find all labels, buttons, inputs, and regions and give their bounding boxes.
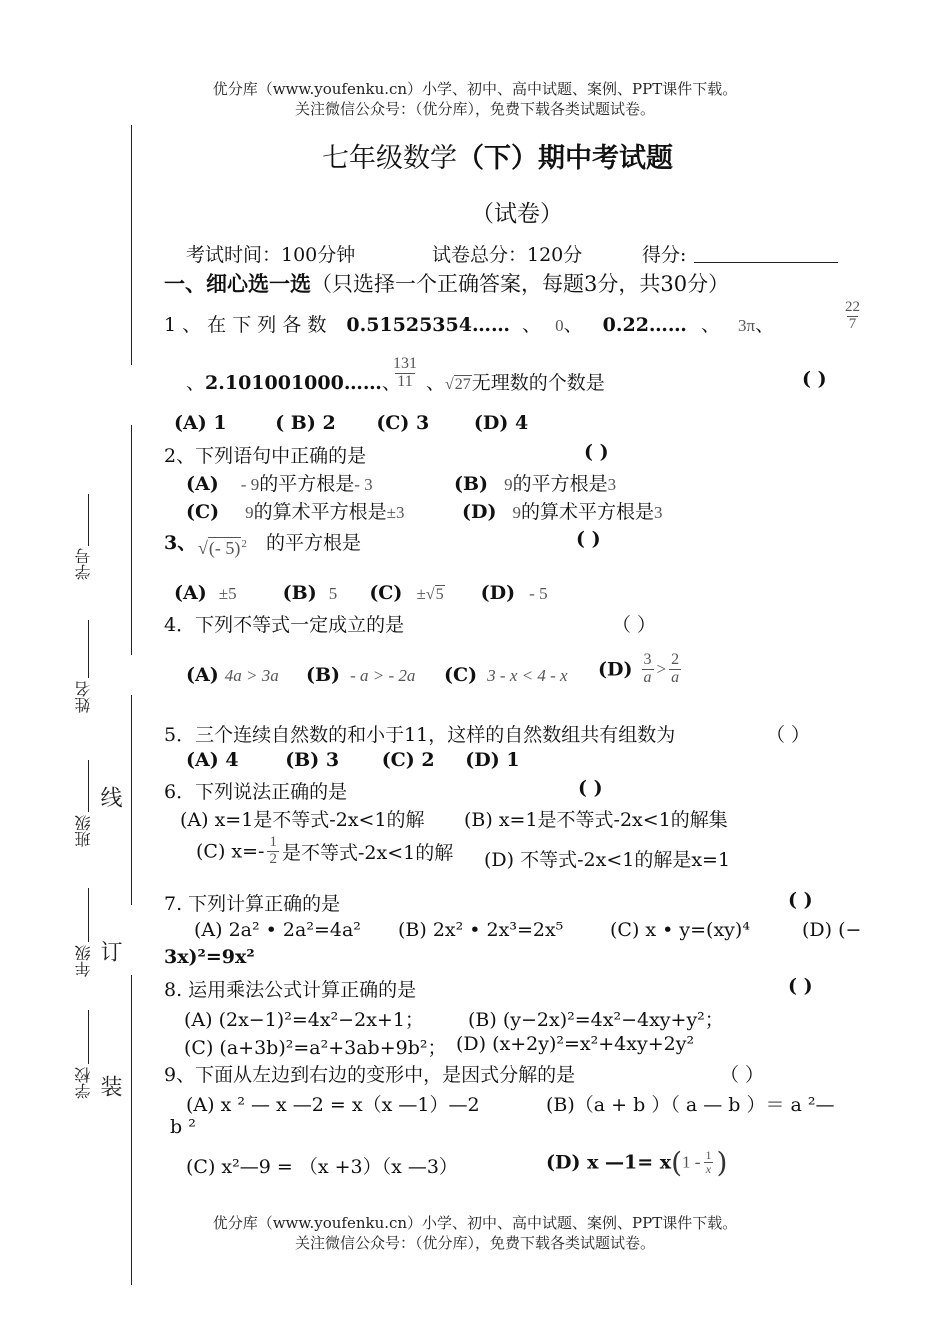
margin-line-mid-1 (131, 425, 132, 655)
q8-answer-paren[interactable]: ( ) (788, 975, 813, 997)
q6-option-b[interactable]: (B) x=1是不等式-2x<1的解集 (464, 809, 728, 831)
q2-b-expr: 9 (504, 475, 513, 494)
q1-option-b[interactable]: ( B) 2 (275, 412, 336, 434)
field-student-id-label: 学号 (74, 548, 93, 580)
field-class-blank[interactable] (88, 760, 89, 812)
q8-option-b[interactable]: (B) (y−2x)²=4x²−4xy+y²； (468, 1009, 724, 1031)
q9-option-b[interactable]: (B)（a + b ）（ a — b ）＝ a ²— (546, 1094, 835, 1116)
q1-line-2-b (426, 368, 605, 395)
q2-a-expr: - 9 (240, 475, 260, 494)
field-grade-label: 年级 (74, 945, 93, 977)
q9-d-frac-den: x (705, 1162, 712, 1176)
section-1-header (164, 268, 729, 298)
q7-option-b[interactable]: (B) 2x² • 2x³=2x⁵ (398, 919, 564, 941)
q4-d-frac-2-num: 2 (671, 651, 680, 668)
q3-options (174, 582, 548, 604)
q4-a-expr: 4a > 3a (224, 666, 279, 685)
q2-d-label: (D) (462, 501, 497, 523)
q3-option-b[interactable] (283, 582, 338, 604)
q4-d-op: > (656, 659, 667, 679)
q4-b-expr: - a > - 2a (350, 666, 416, 685)
q1-frac-2-num: 131 (393, 355, 417, 372)
q2-b-label: (B) (454, 473, 489, 495)
q1-sqrt: √27 (445, 376, 471, 393)
q3-option-d[interactable] (481, 582, 548, 604)
q4-option-b[interactable] (306, 664, 415, 686)
field-name-blank[interactable] (88, 620, 89, 678)
field-class-label: 班级 (74, 815, 93, 847)
q4-a-label: (A) (186, 664, 219, 686)
field-school-label: 学校 (74, 1067, 93, 1099)
q8-option-a[interactable]: (A) (2x−1)²=4x²−2x+1； (184, 1009, 424, 1031)
title-normal: 七年级数学 (322, 143, 457, 174)
q9-option-a[interactable]: (A) x ² — x —2 = x（x —1）—2 (186, 1094, 480, 1116)
q2-b-val: 3 (607, 475, 617, 494)
section-1-note: （只选择一个正确答案，每题3分，共30分） (311, 272, 730, 296)
q1-option-c[interactable]: (C) 3 (376, 412, 430, 434)
q1-tail: 无理数的个数是 (471, 372, 605, 394)
q1-num-3: 0.22…… (602, 314, 687, 336)
q5-options (186, 749, 520, 771)
q4-c-label: (C) (444, 664, 478, 686)
q7-option-d-cont: 3x)²=9x² (164, 946, 255, 968)
q1-sep: 、 (426, 372, 446, 394)
q2-a-label: (A) (186, 473, 219, 495)
q3-b-label: (B) (282, 582, 317, 604)
q9-stem: 9、下面从左边到右边的变形中，是因式分解的是 (164, 1064, 576, 1086)
q1-line-1 (164, 310, 774, 337)
q3-exponent: 2 (241, 538, 247, 550)
q4-d-frac-1-den: a (643, 668, 652, 686)
q3-b-val: 5 (328, 584, 338, 603)
q3-number: 3、 (164, 532, 197, 554)
score-label: 得分: (642, 244, 687, 266)
binding-char-staple: 订 (97, 940, 122, 962)
q1-line-2-lead: 、 (186, 372, 206, 394)
q1-fraction-2 (388, 356, 422, 391)
q2-d-text: 的算术平方根是 (521, 501, 655, 523)
q1-fraction-1 (840, 300, 865, 333)
q1-sep: 、 (522, 314, 542, 336)
q1-lead: 1 、 在 下 列 各 数 (164, 314, 327, 336)
q5-option-c[interactable]: (C) 2 (381, 749, 435, 771)
q3-a-val: ±5 (218, 584, 237, 603)
q1-answer-paren[interactable]: ( ) (802, 368, 827, 390)
q6-option-a[interactable]: (A) x=1是不等式-2x<1的解 (180, 809, 425, 831)
field-name-label: 姓名 (74, 681, 93, 713)
q3-c-radicand: 5 (435, 586, 444, 603)
q9-d-pre: (D) x —1= x (546, 1151, 672, 1174)
q2-d-val: 3 (654, 503, 663, 522)
q1-option-d[interactable]: (D) 4 (473, 412, 529, 434)
q7-stem: 7. 下列计算正确的是 (164, 893, 341, 915)
exam-total-score: 试卷总分：120分 (432, 244, 583, 266)
q4-answer-paren[interactable]: （ ） (612, 614, 657, 636)
q2-c-val: ±3 (386, 503, 405, 522)
q1-sqrt-radicand: 27 (454, 376, 471, 393)
q5-option-a[interactable]: (A) 4 (186, 749, 239, 771)
q6-stem: 6．下列说法正确的是 (164, 781, 348, 803)
q2-stem: 2、下列语句中正确的是 (164, 445, 367, 467)
q2-d-expr: 9 (512, 503, 522, 522)
q1-frac-1-den: 7 (848, 315, 857, 332)
field-grade-blank[interactable] (88, 888, 89, 942)
q2-b-text: 的平方根是 (512, 473, 608, 495)
q2-option-b[interactable] (454, 469, 616, 496)
q6-c-frac-num: 1 (269, 834, 277, 850)
q2-option-a[interactable] (186, 469, 373, 496)
q4-option-c[interactable] (444, 664, 568, 686)
header-line-2: 关注微信公众号：（优分库），免费下载各类试题试卷。 (294, 100, 655, 118)
q6-option-d[interactable]: (D) 不等式-2x<1的解是x=1 (484, 849, 731, 871)
q6-answer-paren[interactable]: ( ) (578, 777, 603, 799)
q3-sqrt: √(- 5)$^2$ (198, 538, 247, 558)
field-school-blank[interactable] (88, 1010, 89, 1064)
q7-answer-paren[interactable]: ( ) (788, 889, 813, 911)
q3-c-label: (C) (369, 582, 403, 604)
q5-stem: 5．三个连续自然数的和小于11，这样的自然数组共有组数为 (164, 724, 676, 746)
q9-answer-paren[interactable]: （ ） (720, 1064, 765, 1086)
q9-option-d[interactable]: (D) x —1= x(1 - $\frac{1}{x}$ ) (546, 1146, 728, 1179)
q5-option-b[interactable]: (B) 3 (285, 749, 340, 771)
q3-answer-paren[interactable]: ( ) (576, 528, 601, 550)
q9-d-one: 1 - (682, 1152, 701, 1172)
q1-options (174, 412, 528, 434)
q6-option-c[interactable] (196, 835, 453, 868)
q8-option-d[interactable]: (D) (x+2y)²=x²+4xy+2y² (456, 1033, 695, 1055)
q9-d-frac-num: 1 (705, 1148, 712, 1163)
q3-c-val: ± (416, 584, 426, 603)
q4-b-label: (B) (306, 664, 341, 686)
q2-option-d[interactable] (462, 497, 663, 524)
footer-line-2: 关注微信公众号：（优分库），免费下载各类试题试卷。 (294, 1234, 655, 1252)
q4-d-label: (D) (598, 658, 633, 681)
q1-num-2: 0 (555, 316, 564, 335)
subtitle: （试卷） (471, 201, 563, 227)
q1-sep: 、 (381, 372, 401, 394)
q2-a-val: - 3 (354, 475, 373, 494)
q9-option-c[interactable]: (C) x²—9 = （x +3）（x —3） (186, 1156, 458, 1178)
q9-option-b-cont: b ² (170, 1116, 196, 1138)
q3-option-a[interactable] (174, 582, 237, 604)
q1-num-1: 0.51525354…… (346, 314, 510, 336)
q6-c-pre: (C) x=- (196, 840, 265, 863)
q8-option-c[interactable]: (C) (a+3b)²=a²+3ab+9b²； (184, 1037, 447, 1059)
q7-option-c[interactable]: (C) x • y=(xy)⁴ (610, 919, 750, 941)
field-student-id-blank[interactable] (88, 494, 89, 546)
header-line-1: 优分库（www.youfenku.cn）小学、初中、高中试题、案例、PPT课件下载。 (212, 80, 738, 98)
q7-option-d[interactable]: (D) (− (802, 919, 862, 941)
q7-option-a[interactable]: (A) 2a² • 2a²=4a² (194, 919, 361, 941)
q4-option-a[interactable] (186, 664, 279, 686)
q2-c-label: (C) (186, 501, 220, 523)
q1-sep: 、 (700, 314, 720, 336)
q6-c-frac-den: 2 (269, 850, 277, 867)
q1-sep: 、 (755, 314, 775, 336)
q3-option-c[interactable]: (C) ±√5 (369, 582, 444, 604)
q3-d-val: - 5 (529, 584, 548, 603)
binding-char-pack: 装 (97, 1075, 122, 1097)
q3-a-label: (A) (174, 582, 207, 604)
q3-radicand: (- 5) (208, 538, 241, 558)
q4-d-frac-1-num: 3 (643, 651, 652, 668)
q1-num-4: 3π (738, 316, 756, 335)
q8-stem: 8. 运用乘法公式计算正确的是 (164, 979, 417, 1001)
margin-line-mid-2 (131, 695, 132, 905)
q2-option-c[interactable] (186, 497, 405, 524)
score-blank[interactable] (694, 262, 838, 263)
page-title (322, 136, 673, 175)
q1-line-2 (186, 368, 401, 395)
q5-option-d[interactable]: (D) 1 (465, 749, 520, 771)
exam-time: 考试时间：100分钟 (186, 244, 356, 266)
q1-num-5: 2.101001000…… (205, 372, 382, 394)
footer-line-1: 优分库（www.youfenku.cn）小学、初中、高中试题、案例、PPT课件下载。 (212, 1214, 738, 1232)
q4-c-expr: 3 - x < 4 - x (487, 666, 568, 685)
q1-sep: 、 (563, 314, 583, 336)
q1-frac-2-den: 11 (397, 372, 413, 390)
q4-option-d[interactable] (598, 652, 684, 687)
q3-text: 的平方根是 (266, 532, 362, 554)
q2-c-text: 的算术平方根是 (253, 501, 387, 523)
q2-a-text: 的平方根是 (259, 473, 355, 495)
title-bold: （下）期中考试题 (457, 143, 673, 174)
q6-c-post: 是不等式-2x<1的解 (281, 841, 454, 864)
q4-stem: 4．下列不等式一定成立的是 (164, 614, 405, 636)
q5-answer-paren[interactable]: （ ） (766, 724, 811, 746)
q2-c-expr: 9 (245, 503, 254, 522)
q2-answer-paren[interactable]: ( ) (584, 441, 609, 463)
q1-frac-1-num: 22 (845, 299, 860, 315)
q1-option-a[interactable]: (A) 1 (174, 412, 227, 434)
q3-d-label: (D) (480, 582, 516, 604)
q4-d-frac-2-den: a (671, 668, 680, 686)
binding-char-line: 线 (97, 786, 122, 808)
section-1-title: 一、细心选一选 (164, 271, 311, 296)
margin-line-top (131, 125, 132, 365)
